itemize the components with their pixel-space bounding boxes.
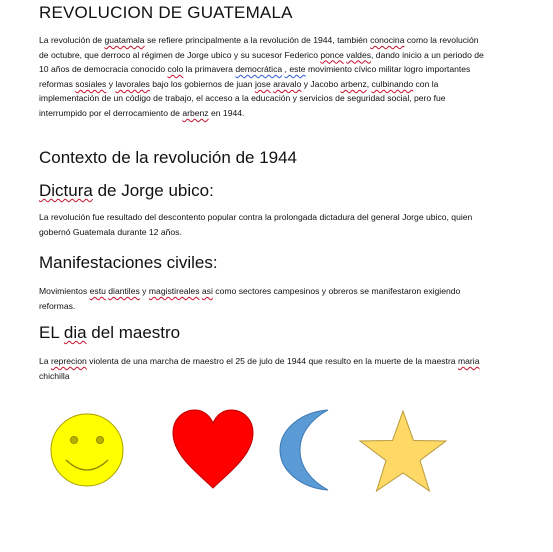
text-run: Movimientos <box>39 286 90 296</box>
dictadura-paragraph: La revolución fue resultado del descontento popular contra la prolongada dictadura del general Jorge ubico, quien gobernó Guatemala durante 12 años. <box>39 212 473 237</box>
spelling-flagged-word: dia <box>63 323 87 342</box>
text-run: como la revolución de octubre, que derroco al régimen de Jorge ubico y su sucesor Federico <box>39 35 479 60</box>
text-run: con la implementación de un código de trabajo, el acceso a la educación y servicios de seguridad social, pero fue interrumpido por el derrocamiento de <box>39 78 446 118</box>
document-title: REVOLUCION DE GUATEMALA <box>39 3 293 22</box>
text-run: se refiere principalmente a la revolución de 1944, también <box>144 35 371 45</box>
spelling-flagged-word: colo <box>167 64 184 75</box>
heading-dictadura <box>39 181 214 201</box>
spelling-flagged-word: guatamala <box>104 35 145 45</box>
crescent-moon-icon <box>278 408 334 492</box>
grammar-flagged-text: democrática <box>235 64 283 75</box>
text-run: La <box>39 356 51 366</box>
spelling-flagged-word: aravalo <box>273 78 302 89</box>
spelling-flagged-word: valdes <box>346 49 372 60</box>
spelling-flagged-word: magistireales <box>148 286 200 296</box>
grammar-flagged-text: , este <box>284 64 306 75</box>
text-run: de Jorge ubico: <box>92 181 214 200</box>
text-run: chichilla <box>39 370 70 381</box>
spelling-flagged-word: arbenz <box>182 107 209 118</box>
text-run: violenta de una marcha de maestro el 25 de julo de 1944 que resulto en la muerte de la maestra <box>86 356 458 366</box>
spelling-flagged-word: diantiles <box>108 286 140 296</box>
text-run: La revolución de <box>39 35 105 45</box>
smiley-face-icon <box>49 412 125 488</box>
spelling-flagged-word: arbenz <box>340 78 367 89</box>
text-run: como sectores campesinos y obreros se manifestaron exigiendo reformas. <box>39 286 461 311</box>
text-run: EL <box>39 323 64 342</box>
heading-dia-del-maestro <box>39 323 180 343</box>
heading-manifestaciones: Manifestaciones civiles: <box>39 253 218 272</box>
spelling-flagged-word: Dictura <box>39 181 93 200</box>
heart-icon <box>170 408 256 490</box>
text-run: bajo los gobiernos de juan <box>149 78 255 89</box>
text-run: y <box>139 286 149 296</box>
maestro-paragraph <box>39 354 489 383</box>
text-run: y <box>106 78 116 89</box>
spelling-flagged-word: culbinando <box>371 78 414 89</box>
heading-contexto: Contexto de la revolución de 1944 <box>39 148 298 167</box>
star-icon <box>357 409 449 493</box>
shapes-row <box>0 395 553 495</box>
text-run: en 1944. <box>208 107 245 118</box>
spelling-flagged-word: conocina <box>370 35 405 45</box>
text-run: la primavera <box>183 64 236 75</box>
text-run: , dando inicio a un periodo de 10 años de democracia conocido <box>39 49 484 75</box>
intro-paragraph <box>39 33 489 121</box>
spelling-flagged-word: ponce <box>320 49 344 60</box>
spelling-flagged-word: maria <box>457 356 480 366</box>
spelling-flagged-word: reprecion <box>50 356 87 366</box>
spelling-flagged-word: asi <box>201 286 213 296</box>
spelling-flagged-word: lavorales <box>115 78 150 89</box>
spelling-flagged-word: sosiales <box>75 78 107 89</box>
spelling-flagged-word: estu <box>89 286 106 296</box>
manifestaciones-paragraph <box>39 284 489 313</box>
text-run: del maestro <box>86 323 181 342</box>
text-run: movimiento cívico militar logro importantes reformas <box>39 64 471 89</box>
text-run: y Jacobo <box>301 78 341 89</box>
spelling-flagged-word: jose <box>254 78 271 89</box>
text-run: , <box>366 78 372 89</box>
